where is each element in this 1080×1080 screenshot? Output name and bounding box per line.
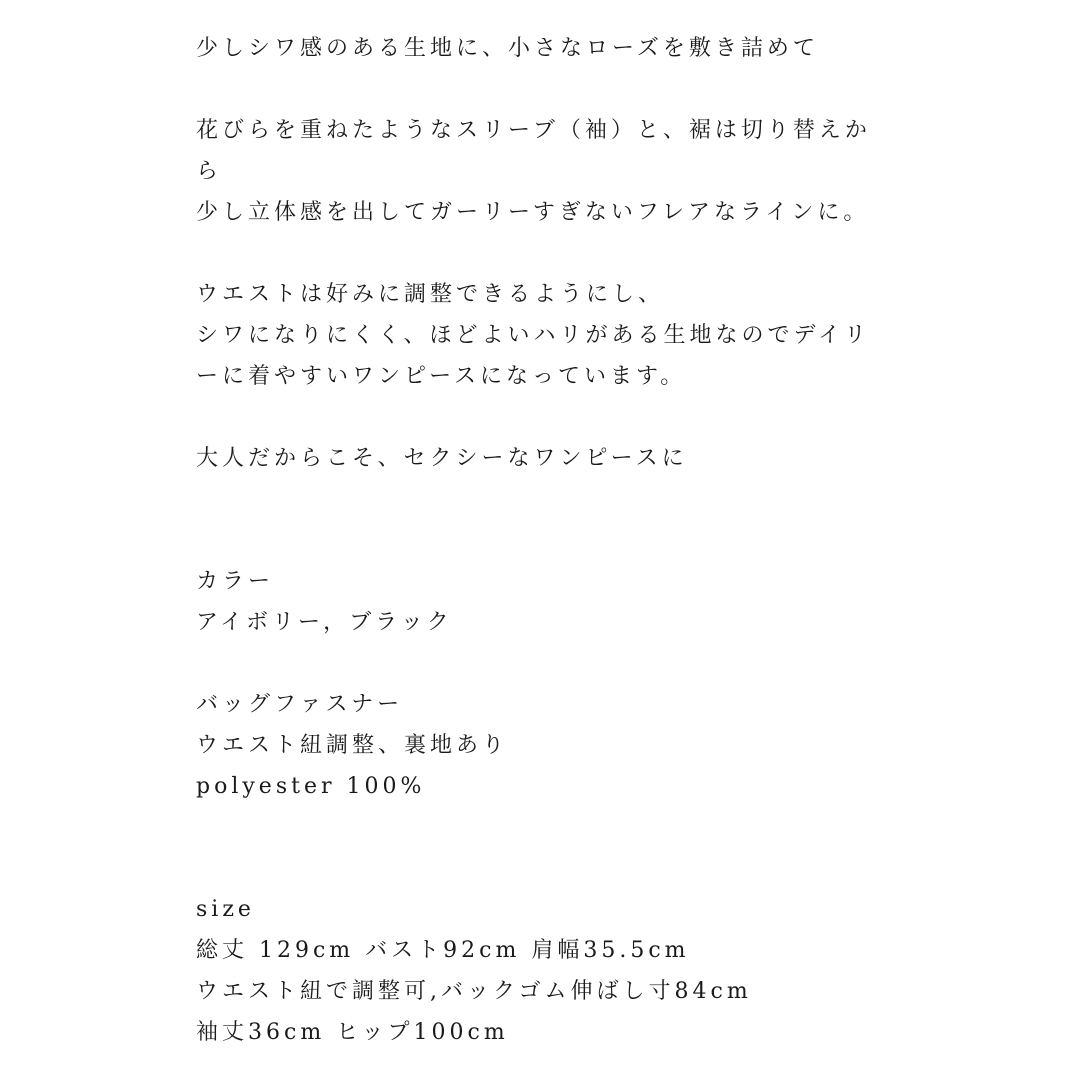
sleeve-line-3: 少し立体感を出してガーリーすぎないフレアなラインに。: [196, 200, 870, 225]
closing-line: 大人だからこそ、セクシーなワンピースに: [196, 446, 688, 471]
detail-waist: ウエスト紐調整、裏地あり: [196, 733, 509, 758]
detail-fastener: バッグファスナー: [196, 692, 404, 717]
product-description: [196, 28, 896, 1053]
color-value: アイボリー，ブラック: [196, 610, 453, 635]
sleeve-line-1: 花びらを重ねたようなスリーブ（袖）と、裾は切り替えか: [196, 118, 871, 143]
waist-line-3: ーに着やすいワンピースになっています。: [196, 364, 687, 389]
color-label: カラー: [196, 569, 275, 594]
size-line-3: 袖丈36cm ヒップ100cm: [196, 1020, 509, 1045]
waist-line-1: ウエストは好みに調整できるようにし、: [196, 282, 665, 307]
size-line-1: 総丈 129cm バスト92cm 肩幅35.5cm: [196, 938, 690, 963]
size-line-2: ウエスト紐で調整可,バックゴム伸ばし寸84cm: [196, 979, 752, 1004]
waist-line-2: シワになりにくく、ほどよいハリがある生地なのでデイリ: [196, 323, 871, 348]
detail-material: polyester 100%: [196, 774, 426, 799]
size-label: size: [196, 897, 255, 922]
intro-line: 少しシワ感のある生地に、小さなローズを敷き詰めて: [196, 36, 819, 61]
sleeve-line-2: ら: [196, 159, 223, 184]
